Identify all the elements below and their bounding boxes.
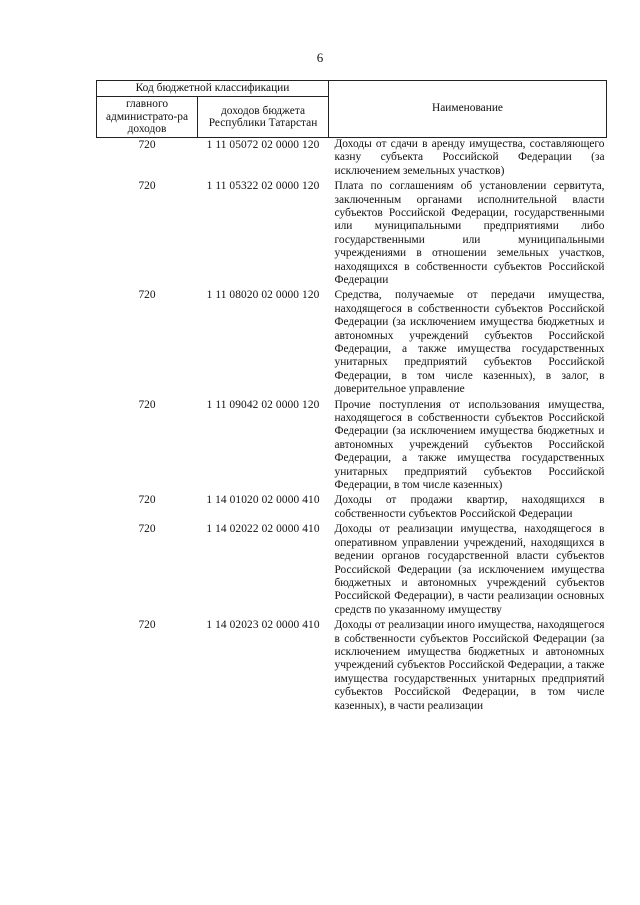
admin-code-cell: 720	[138, 494, 156, 507]
table-row	[97, 178, 607, 287]
header-republic-budget-income: доходов бюджета Республики Татарстан	[198, 97, 329, 138]
income-name-cell: Прочие поступления от использования имущества, находящегося в собственности субъектов Российской Федерации (за исключением имущества бюджетных и автономных учреждений субъектов Российской Федерации, а также имущества государственных унитарных предприятий субъектов Российской Федерации, в том числе казенных)	[334, 398, 605, 492]
income-name-cell: Доходы от реализации имущества, находящегося в оперативном управлении учреждений, находящихся в ведении органов государственной власти субъектов Российской Федерации (за исключением имущества бюджетных и автономных учреждений субъектов Российской Федерации), в части реализации основных средств по указанному имуществу	[334, 523, 605, 616]
income-name-cell: Средства, получаемые от передачи имущества, находящегося в собственности субъектов Российской Федерации (за исключением имущества бюджетных и автономных учреждений субъектов Российской Федерации, а также имущества государственных унитарных предприятий субъектов Российской Федерации, в том числе казенных), в залог, в доверительное управление	[334, 289, 605, 396]
table-body	[97, 137, 607, 713]
admin-code-cell: 720	[138, 523, 156, 536]
table-row	[97, 287, 607, 396]
admin-code-cell: 720	[138, 398, 156, 411]
admin-code-cell: 720	[138, 138, 156, 151]
table-row	[97, 492, 607, 521]
income-code-cell: 1 14 02023 02 0000 410	[206, 619, 320, 632]
admin-code-cell: 720	[138, 289, 156, 302]
table-row	[97, 617, 607, 713]
table-row	[97, 137, 607, 178]
income-code-cell: 1 11 09042 02 0000 120	[206, 398, 320, 411]
income-code-cell: 1 14 01020 02 0000 410	[206, 494, 320, 507]
income-code-cell: 1 14 02022 02 0000 410	[206, 523, 320, 536]
header-name: Наименование	[329, 81, 607, 138]
admin-code-cell: 720	[138, 180, 156, 193]
income-code-cell: 1 11 05072 02 0000 120	[206, 138, 320, 151]
header-budget-classification-code: Код бюджетной классификации	[97, 81, 329, 97]
admin-code-cell: 720	[138, 619, 156, 632]
table-row	[97, 521, 607, 617]
income-name-cell: Доходы от реализации иного имущества, находящегося в собственности субъектов Российской Федерации (за исключением имущества бюджетных и автономных учреждений субъектов Российской Федерации, а также имущества государственных унитарных предприятий субъектов Российской Федерации, в том числе казенных), в части реализации	[334, 619, 605, 712]
income-name-cell: Плата по соглашениям об установлении сервитута, заключенным органами исполнительной власти субъектов Российской Федерации, государственными или муниципальными предприятиями либо государственными или муниципальными учреждениями в отношении земельных участков, находящихся в собственности субъектов Российской Федерации	[334, 180, 605, 286]
header-main-administrator: главного администрато-ра доходов	[97, 97, 198, 138]
income-code-cell: 1 11 08020 02 0000 120	[206, 289, 320, 302]
income-name-cell: Доходы от сдачи в аренду имущества, составляющего казну субъекта Российской Федерации (за исключением земельных участков)	[334, 137, 605, 177]
budget-classification-table	[96, 80, 607, 713]
page-number: 6	[316, 50, 324, 65]
income-code-cell: 1 11 05322 02 0000 120	[206, 180, 320, 193]
table-row	[97, 397, 607, 493]
income-name-cell: Доходы от продажи квартир, находящихся в собственности субъектов Российской Федерации	[334, 494, 605, 520]
table-header	[97, 81, 607, 138]
